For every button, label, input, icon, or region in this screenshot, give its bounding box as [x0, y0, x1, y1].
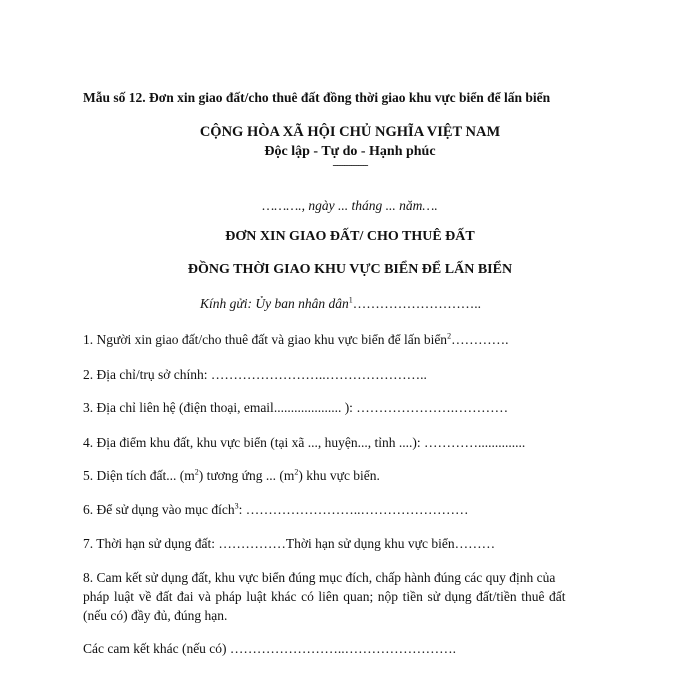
item-6 — [83, 502, 469, 518]
recipient-line — [200, 296, 481, 312]
item-5-text: 5. Diện tích đất... (m — [83, 468, 195, 483]
footnote-marker: 2 — [447, 331, 452, 341]
doc-title-line-2: ĐỒNG THỜI GIAO KHU VỰC BIỂN ĐỂ LẤN BIỂN — [187, 262, 513, 277]
superscript: 2 — [294, 467, 299, 477]
item-4: 4. Địa điểm khu đất, khu vực biển (tại xã ..., huyện..., tỉnh ....): ………….............. — [83, 435, 526, 450]
other-commitments: Các cam kết khác (nếu có) ……………………..……………………. — [83, 641, 457, 656]
item-8-line-3: (nếu có) đầy đủ, đúng hạn. — [83, 608, 228, 623]
item-1-text: 1. Người xin giao đất/cho thuê đất và giao khu vực biển để lấn biển — [83, 332, 448, 347]
item-3: 3. Địa chỉ liên hệ (điện thoại, email.................... ): ………………….………… — [83, 400, 509, 415]
item-1 — [83, 332, 508, 348]
item-5-text-3: ) khu vực biển. — [298, 468, 380, 483]
item-6-dots: : ……………………..…………………… — [238, 502, 469, 517]
item-6-text: 6. Để sử dụng vào mục đích — [83, 502, 235, 517]
footnote-marker: 1 — [348, 295, 353, 305]
date-line: ………., ngày ... tháng ... năm…. — [262, 198, 438, 213]
item-2: 2. Địa chỉ/trụ sở chính: ……………………..………………….. — [83, 367, 427, 382]
item-8-line-2: pháp luật về đất đai và pháp luật khác có liên quan; nộp tiền sử dụng đất/tiền thuê đất — [83, 589, 566, 604]
item-1-dots: …………. — [451, 332, 509, 347]
superscript: 2 — [194, 467, 199, 477]
item-7: 7. Thời hạn sử dụng đất: ……………Thời hạn sử dụng khu vực biển……… — [83, 536, 496, 551]
item-5-text-2: ) tương ứng ... (m — [198, 468, 295, 483]
item-8-line-1: 8. Cam kết sử dụng đất, khu vực biển đúng mục đích, chấp hành đúng các quy định của — [83, 570, 556, 585]
nation-header: CỘNG HÒA XÃ HỘI CHỦ NGHĨA VIỆT NAM — [199, 124, 501, 140]
recipient-prefix: Kính gửi: Ủy ban nhân dân — [200, 296, 349, 311]
recipient-dots: ……………………….. — [352, 296, 481, 311]
header-divider: --------------- — [332, 160, 368, 171]
footnote-marker: 3 — [234, 501, 239, 511]
doc-title-line-1: ĐƠN XIN GIAO ĐẤT/ CHO THUÊ ĐẤT — [225, 229, 475, 244]
form-title: Mẫu số 12. Đơn xin giao đất/cho thuê đất đồng thời giao khu vực biển để lấn biển — [83, 90, 551, 105]
item-5 — [83, 468, 380, 484]
motto: Độc lập - Tự do - Hạnh phúc — [264, 144, 436, 159]
